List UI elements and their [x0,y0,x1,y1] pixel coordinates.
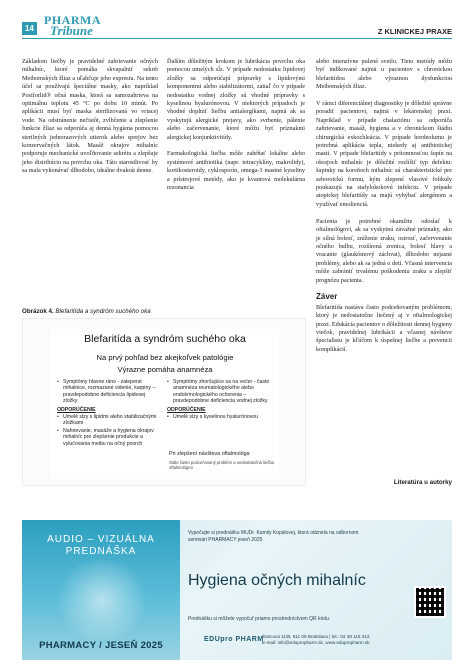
figure-left-column [57,379,161,448]
pharma-tribune-logo [44,14,101,37]
advert-audio-line1: AUDIO – VIZUÁLNA [47,534,155,545]
advert-address-line1: Šancová 11/B, 811 05 Bratislava | tel.: 02 38 115 312, [262,634,371,639]
advert-intro-line1: Vypočujte si prednášku MUDr. Kamily Kopálovej, ktorá odznela na odbornom [188,530,359,536]
figure-caption-text: Blefaritída a syndróm suchého oka [55,308,151,315]
page-header [0,0,474,40]
conclusion-paragraph: Blefaritída nastáva často podceňovaným problémom, ktorý je nedostatočne liečený aj v oftalmologickej praxi. Edukácia pacientov o dôležitosti dennej hygieny viečok, pravidelnej lubrikácii a včasnej návšteve špecialistu je kľúčom k úspešnej liečbe a prevencii komplikácií. [316,303,452,353]
advert-address-line2: E-mail: info@edupropharm.sk, www.edupropharm.sk [262,640,370,645]
advert-pharmacy-label: PHARMACY / JESEŇ 2025 [39,640,163,651]
header-divider [22,38,452,39]
advert-audio-label [22,534,180,558]
advert-address [262,634,447,646]
figure-subtitle-1: Na prvý pohľad bez akejkoľvek patológie [96,353,234,362]
literature-note: Literatúra u autorky [393,479,452,486]
paragraph: alebo intenzívne pulzné svetlo. Tieto metódy môžu byť indikované najmä u pacientov s chronickou blefaritídou alebo výraznou dysfunkciou Meibomských žliaz. [316,58,452,91]
conclusion-heading: Záver [316,292,338,302]
symptom-item: • Symptómy zhoršujúce sa na večer - často anamnéza reumatologického alebo endokrinologického ochorenia – pravdepodobne deficiencia vodnej zložky [167,379,277,405]
advert-intro [188,530,418,543]
article-column-3 [316,58,452,363]
figure-right-column [167,379,277,421]
advert-banner[interactable] [22,520,452,660]
advert-intro-line2: seminári PHARMACY jeseň 2025 [188,536,263,543]
figure-caption [22,308,151,315]
figure-panel [51,329,279,479]
recommendation-item: • Umelé slzy s lipidmi alebo stabilizačnými zložkami [57,414,161,427]
logo-line2: Tribune [50,23,93,38]
paragraph: Farmakologická liečba môže zahŕňať lokálne alebo systémové antibiotiká (napr. tetracyklíny, makrolidy), kortikosteroidy, cyklosporín, omega-3 mastné kyseliny a prístrojové metódy, ako je kvantová molekulárna rezonancia [167,150,305,192]
figure-footer-2: Stále často podceňovaný problém a nedostatočná liečba oftalmológmi [169,460,274,470]
advert-audio-line2: PREDNÁŠKA [65,546,137,557]
symptom-item: • Symptómy hlavne ráno - zalepené mihalnice, rozmazané videnie, karpiny – pravdepodobne deficiencia lipidovej zložky [57,379,161,405]
edupropharm-logo: EDUpro PHARM [204,636,264,643]
figure-blefaritida [22,318,306,486]
advert-title: Hygiena očných mihalníc [188,572,366,589]
recommendation-label: ODPORÚČENIE [57,406,96,413]
advert-visual [22,520,180,660]
paragraph: V rámci diferenciálnej diagnostiky je dôležité správne poradiť pacientovi, najmä v lekárenskej praxi. Napríklad v prípade chalaziónu sa odporúča zahrievanie, masáž, hygiena a v chronickom štádiu chirurgická exkochleácia. V prípade hordeolumu je potrebná aplikácia tepla, niekedy aj antibiotickej masti. V prípade blefaritídy s prítomnosťou šupín na okrajoch mihalníc je dôležité rozlíšiť typ defektu: šupinky na koreňoch mihalníc sú charakteristické pre seboroickú formu, kým zlepené vlasové folikuly poukazujú na stafylokokovú infekciu. V prípade atopickej blefaritídy sa majú vyhýbať alergénom a využívať emolienciá. [316,100,452,208]
paragraph: Základom liečby je pravidelné zahrievanie očných mihalníc, ktoré pomáha skvapalniť sekrét Meibomských žliaz a uľahčuje jeho expresiu. Na tento účel sa používajú špeciálne masky, ako napríklad Posiforlid® očná maska, ktorá sa samozahrieva na optimálnu teplotu 45 °C po dobu 10 minút. Po aplikácii musí byť maska sterilizovaná vo vriacej vode. Na odstránenie nečistôt, zvlhčenie a zlepšenie funkcie žliaz sa odporúča aj denná hygiena pomocou sterilných jednorazových utierok alebo sprejov bez konzervačných látok. Masáž okrajov mihalníc podporuje mechanické uvoľňovanie sekrétu a zlepšuje jeho distribúciu na povrchu oka. Táto starostlivosť by sa mala vykonávať dlhodobo, ideálne dvakrát denne. [22,58,158,175]
figure-footer-1: Pri zlepšení návšteva oftalmológa [169,451,250,457]
figure-subtitle-2: Výrazne pomáha anamnéza [117,365,213,374]
figure-caption-label: Obrázok 4. [22,308,54,315]
recommendation-label: ODPORÚČENIE [167,406,206,413]
qr-code-icon[interactable] [414,586,446,618]
recommendation-item: • Umelé slzy s kyselinou hyalurónovou [167,414,277,420]
figure-title: Blefaritída a syndróm suchého oka [84,333,246,345]
logo-line1: PHARMA [44,13,101,27]
page-number: 14 [22,22,37,35]
article-column-2 [167,58,305,201]
paragraph: Ďalším dôležitým krokom je lubrikácia povrchu oka pomocou umelých sĺz. V prípade nedostatku lipidovej zložky sa odporúčajú prípravky s lipidovými komponentmi alebo stabilizátormi, zatiaľ čo v prípade nedostatku vodnej zložky sú vhodné prípravky s kyselinou hyalurónovou. V niektorých prípadoch je vhodné doplniť liečbu antialergikami, najmä ak sa vyskytujú alergické prejavy, ako svrbenie, pálenie alebo začervenanie, ktoré môžu byť príznakmi alergickej konjunktivitídy. [167,58,305,141]
section-title: Z KLINICKEJ PRAXE [377,27,452,36]
article-column-1 [22,58,158,184]
advert-note: Prednášku si môžete vypočuť priamo prostredníctvom QR kódu. [188,616,331,622]
paragraph: Pacienta je potrebné okamžite odoslať k oftalmológovi, ak sa vyskytnú závažné príznaky, ako je silná bolesť, zníženie zraku, ostrosť, začervenanie očného bulbu, rozšírená zrenica, bolesť hlavy a vracanie (glaukómový záchvat), dlhodobo nejasné problémy, alebo ak sa jedná o deti. Včasná intervencia môže zabrániť trvalému poškodeniu zraku a zlepšiť prognózu pacienta. [316,217,452,284]
eye-illustration-icon [52,560,152,640]
recommendation-item: • Nahrievanie, masáže a hygiena okrajov mihalníc pre zlepšenie produkcie a vylučovania meibu na očný povrch [57,428,161,447]
